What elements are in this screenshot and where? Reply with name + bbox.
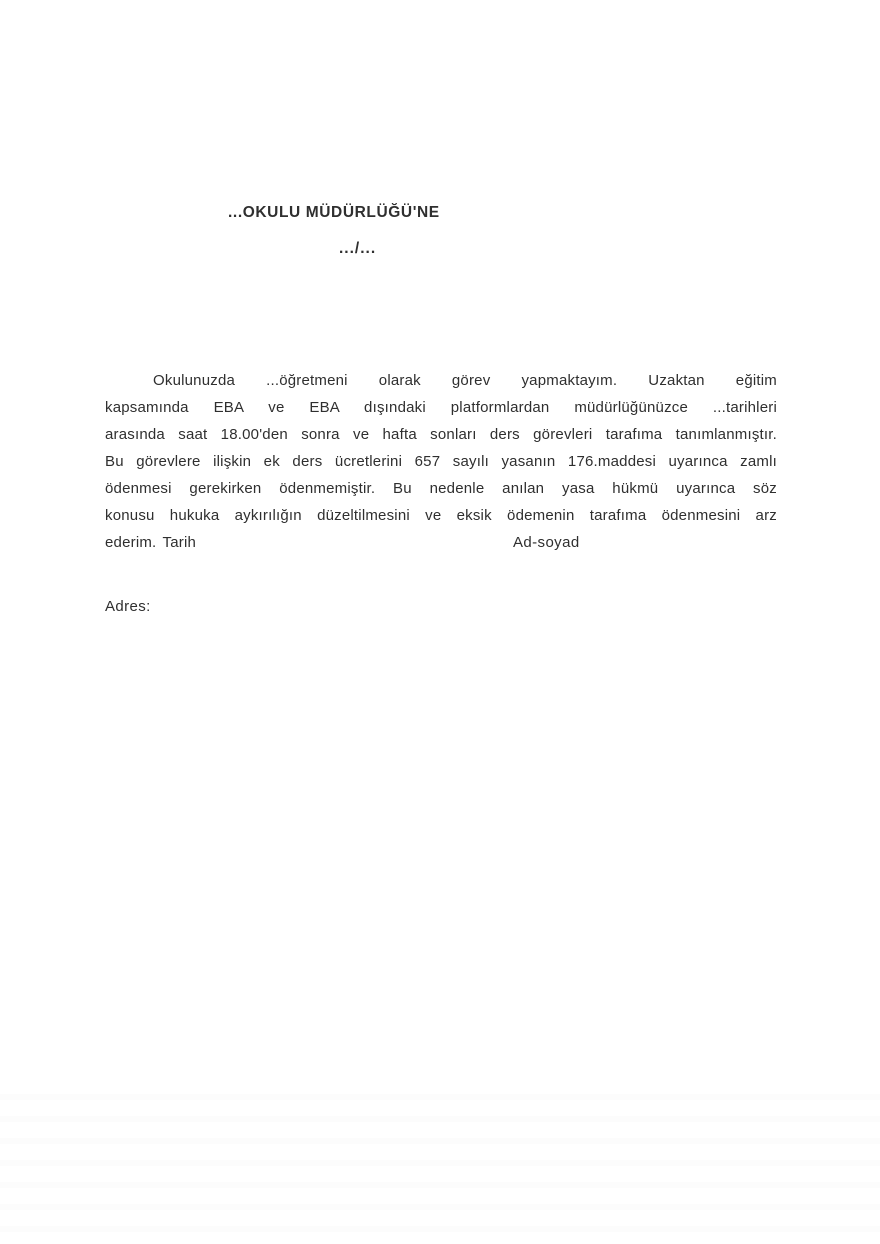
signature-name-placeholder: Ad-soyad: [513, 534, 580, 551]
address-label: Adres:: [105, 598, 151, 615]
body-line-3: arasında saat 18.00'den sonra ve hafta sonları ders görevleri tarafıma tanımlanmıştır.: [105, 426, 777, 443]
body-line-7: ederim. Tarih: [105, 534, 197, 551]
body-line-6: konusu hukuka aykırılığın düzeltilmesini ve eksik ödemenin tarafıma ödenmesini arz: [105, 507, 777, 524]
body-line-1: Okulunuzda ...öğretmeni olarak görev yapmaktayım. Uzaktan eğitim: [153, 372, 777, 389]
body-line-4: Bu görevlere ilişkin ek ders ücretlerini 657 sayılı yasanın 176.maddesi uyarınca zamlı: [105, 453, 777, 470]
scan-noise-artifact: [0, 1094, 880, 1244]
letter-recipient-heading: ...OKULU MÜDÜRLÜĞÜ'NE: [228, 204, 440, 221]
letter-body: [105, 367, 777, 556]
letter-date-placeholder: .../...: [339, 240, 377, 257]
body-line-5: ödenmesi gerekirken ödenmemiştir. Bu nedenle anılan yasa hükmü uyarınca söz: [105, 480, 777, 497]
body-line-2: kapsamında EBA ve EBA dışındaki platformlardan müdürlüğünüzce ...tarihleri: [105, 399, 777, 416]
